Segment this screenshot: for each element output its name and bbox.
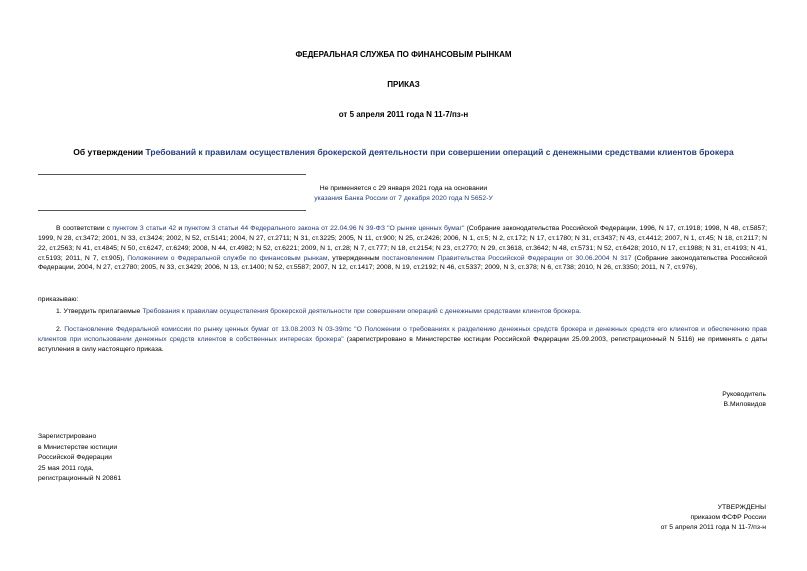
title-prefix: Об утверждении	[73, 147, 146, 157]
document-type-heading: ПРИКАЗ	[387, 80, 420, 89]
document-title	[0, 147, 807, 158]
document-date-number: от 5 апреля 2011 года N 11-7/пз-н	[338, 110, 469, 119]
notice-bank-link[interactable]: указания Банка России от 7 декабря 2020 года N 5652-У	[314, 195, 493, 203]
preamble-paragraph	[38, 224, 767, 273]
approval-line: УТВЕРЖДЕНЫ	[717, 504, 766, 511]
preamble-text: (Собрание законодательства Российской Федерации, 2004, N 27, ст.2780; 2005, N 33, ст.3429; 2006, N 13, ст.1400; N 52, ст.5587; 2007, N 12, ст.1417; 2008, N 19, ст.2192; N 46, ст.5337; 2009, N 3, ст.378; N 6, ст.738; 2010, N 26, ст.3350; 2011, N 7, ст.976),	[38, 254, 767, 272]
registration-line: Зарегистрировано	[38, 433, 97, 440]
item-2-text: (зарегистрировано в Министерстве юстиции Российской Федерации 25.09.2003, регистрационный N 5116) не применять с даты вступления в силу настоящего приказа.	[38, 335, 767, 353]
orders-word: приказываю:	[38, 296, 79, 303]
requirements-link[interactable]: Требования к правилам осуществления брокерской деятельности при совершении операций с денежными средствами клиентов брокера	[142, 308, 580, 315]
registration-line: регистрационный N 20861	[38, 475, 122, 483]
approval-line: приказом ФСФР России	[690, 514, 766, 522]
government-resolution-link[interactable]: постановлением Правительства Российской Федерации от 30.06.2004 N 317	[382, 254, 632, 262]
fkcb-resolution-link[interactable]: Постановление Федеральной комиссии по рынку ценных бумаг от 13.08.2003 N 03-39/пс "О Положении о требованиях к разделению денежных средств брокера и денежных средств его клиентов и обеспечению прав клиентов при использовании денежных средств клиентов в собственных интересах брокера"	[38, 326, 767, 343]
order-item-1	[38, 307, 767, 317]
notice-block	[0, 184, 807, 204]
item-2-text: 2.	[56, 326, 65, 333]
signatory-position: Руководитель	[722, 391, 766, 398]
preamble-text: , утвержденным	[327, 254, 383, 262]
signatory-name: В.Миловидов	[723, 401, 766, 409]
preamble-text: и	[176, 225, 185, 232]
agency-heading: ФЕДЕРАЛЬНАЯ СЛУЖБА ПО ФИНАНСОВЫМ РЫНКАМ	[295, 50, 512, 59]
law-article-42-link[interactable]: пунктом 3 статьи 42	[112, 225, 177, 232]
item-1-text: .	[579, 308, 582, 315]
preamble-text: В соответствии с	[56, 225, 113, 232]
registration-line: Российской Федерации	[38, 454, 112, 462]
registration-line: в Министерстве юстиции	[38, 443, 118, 451]
preamble-text: (Собрание законодательства Российской Федерации, 1996, N 17, ст.1918; 1998, N 48, ст.5857; 1999, N 28, ст.3472; 2001, N 33, ст.3424; 2002, N 52, ст.5141; 2004, N 27, ст.2711; N 31, ст.3225; 2005, N 11, ст.900; N 25, ст.2426; 2006, N 1, ст.5; N 2, ст.172; N 17, ст.1780; N 31, ст.3437; N 43, ст.4412; 2007, N 1, ст.45; N 18, ст.2117; N 22, ст.2563; N 41, ст.4845; N 50, ст.6247, ст.6249; 2008, N 44, ст.4982; N 52, ст.6221; 2009, N 1, ст.28; N 7, ст.777; N 18, ст.2154; N 23, ст.2770; N 29, ст.3618, ст.3642; N 48, ст.5731; N 52, ст.6428; 2010, N 17, ст.1988; N 31, ст.4193; N 41, ст.5193; 2011, N 7, ст.905),	[38, 225, 768, 262]
registration-block	[38, 432, 121, 485]
signature-block	[722, 390, 766, 410]
notice-bottom-rule	[38, 210, 306, 211]
securities-law-link[interactable]: Федерального закона от 22.04.96 N 39-ФЗ "О рынке ценных бумаг"	[250, 225, 465, 232]
approval-line: от 5 апреля 2011 года N 11-7/пз-н	[660, 524, 766, 532]
law-article-44-link[interactable]: пунктом 3 статьи 44	[184, 225, 249, 232]
fsfr-regulation-link[interactable]: Положением о Федеральной службе по финансовым рынкам	[127, 254, 328, 262]
title-requirements-link[interactable]: Требований к правилам осуществления брокерской деятельности при совершении операций с денежными средствами клиентов брокера	[145, 147, 734, 157]
notice-top-rule	[38, 174, 306, 175]
order-item-2	[38, 325, 767, 355]
item-1-text: 1. Утвердить прилагаемые	[56, 308, 143, 315]
approval-block	[661, 503, 766, 534]
registration-line: 25 мая 2011 года,	[38, 464, 94, 472]
notice-text: Не применяется с 29 января 2021 года на основании	[319, 185, 488, 192]
